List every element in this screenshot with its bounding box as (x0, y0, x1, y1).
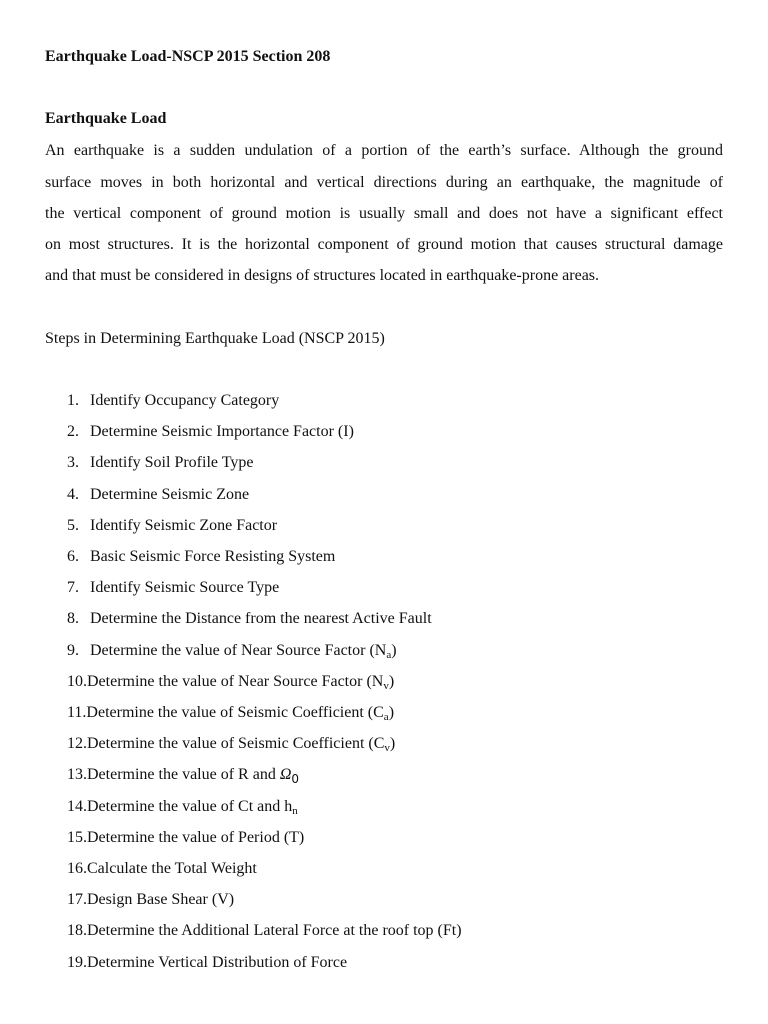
step-text: Identify Soil Profile Type (90, 454, 254, 472)
paragraph-line: on most structures. It is the horizontal component of ground motion that causes structural damage (45, 236, 723, 253)
step-number: 2. (67, 423, 79, 441)
step-text-suffix: ) (389, 735, 396, 753)
step-item (45, 422, 354, 442)
step-text: Determine Seismic Importance Factor (I) (90, 423, 354, 441)
step-text: Identify Seismic Source Type (90, 579, 280, 597)
omega-symbol: Ω (279, 766, 292, 784)
step-text: Determine Vertical Distribution of Force (87, 953, 348, 971)
step-item (45, 391, 279, 411)
step-item (45, 485, 249, 505)
step-text: Identify Occupancy Category (90, 392, 280, 409)
step-text: Determine the value of Ct and h (87, 797, 293, 815)
step-number: 18. (67, 922, 87, 940)
step-item (45, 672, 394, 692)
step-number: 11. (67, 704, 87, 721)
step-text-suffix: ) (391, 641, 397, 659)
step-number: 1. (67, 392, 79, 409)
step-item (45, 734, 395, 754)
step-subscript: v (384, 742, 390, 755)
step-text: Determine the value of Period (T) (87, 828, 305, 846)
step-number: 9. (67, 641, 79, 659)
section-heading: Earthquake Load (45, 110, 167, 127)
step-text: Basic Seismic Force Resisting System (90, 548, 336, 565)
step-item (45, 547, 335, 567)
step-number: 12. (67, 735, 87, 753)
step-number: 15. (67, 828, 87, 846)
step-item (45, 890, 234, 910)
omega-subscript: 0 (291, 772, 300, 787)
step-text: Determine the Additional Lateral Force at the roof top (Ft) (87, 922, 462, 940)
step-subscript: a (386, 648, 392, 661)
step-text: Determine the value of Near Source Factor (N (90, 641, 387, 659)
step-number: 16. (67, 860, 87, 877)
step-subscript: v (383, 679, 389, 692)
step-text: Determine the Distance from the nearest Active Fault (90, 610, 432, 628)
step-text: Determine the value of R and (87, 766, 280, 784)
step-item (45, 859, 257, 879)
paragraph-line: surface moves in both horizontal and vertical directions during an earthquake, the magnitude of (45, 174, 723, 191)
step-number: 14. (67, 797, 87, 815)
step-text: Determine the value of Near Source Factor (N (87, 672, 384, 690)
step-subscript: n (292, 804, 298, 817)
step-number: 6. (67, 548, 79, 565)
paragraph-line: the vertical component of ground motion is usually small and does not have a significant effect (45, 205, 723, 222)
paragraph-line: An earthquake is a sudden undulation of a portion of the earth’s surface. Although the ground (45, 142, 723, 159)
step-item (45, 641, 397, 661)
step-number: 17. (67, 891, 87, 909)
step-number: 13. (67, 766, 87, 784)
paragraph-line: and that must be considered in designs of structures located in earthquake-prone areas. (45, 267, 600, 284)
step-number: 5. (67, 516, 79, 534)
step-item (45, 953, 347, 973)
step-number: 7. (67, 579, 79, 597)
step-subscript: a (383, 711, 389, 723)
step-item (45, 765, 299, 785)
step-item (45, 921, 462, 941)
steps-heading: Steps in Determining Earthquake Load (NSCP 2015) (45, 330, 385, 347)
step-text-suffix: ) (388, 704, 395, 721)
step-item (45, 578, 279, 598)
step-item (45, 453, 253, 473)
step-text: Identify Seismic Zone Factor (90, 516, 278, 534)
step-number: 4. (67, 485, 79, 503)
step-text-suffix: ) (388, 672, 395, 690)
document-title: Earthquake Load-NSCP 2015 Section 208 (45, 48, 331, 65)
step-item (45, 609, 432, 629)
step-item (45, 703, 394, 723)
step-item (45, 828, 304, 848)
step-text: Calculate the Total Weight (87, 860, 257, 877)
step-item (45, 516, 277, 536)
step-text: Determine the value of Seismic Coefficient (C (87, 735, 385, 753)
step-number: 19. (67, 953, 87, 971)
step-text: Design Base Shear (V) (87, 891, 235, 909)
step-item (45, 797, 298, 817)
step-text: Determine Seismic Zone (90, 485, 250, 503)
step-number: 10. (67, 672, 87, 690)
step-number: 3. (67, 454, 79, 472)
step-number: 8. (67, 610, 79, 628)
step-text: Determine the value of Seismic Coefficient (C (86, 704, 384, 721)
